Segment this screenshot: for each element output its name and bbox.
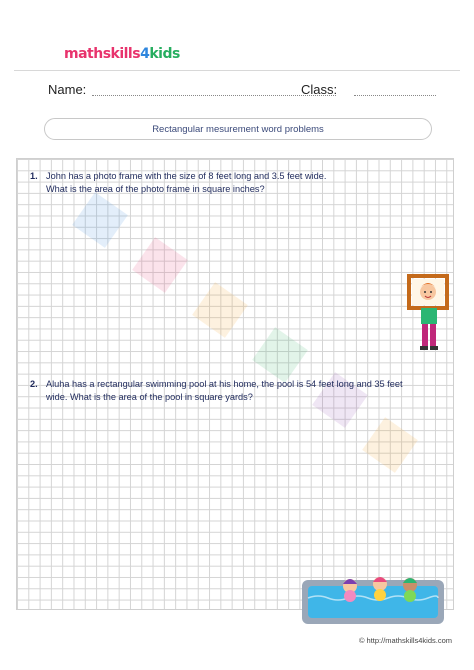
- logo-text: [64, 46, 180, 62]
- question-number: 2.: [30, 379, 38, 389]
- logo: [64, 44, 180, 64]
- name-field[interactable]: [92, 95, 336, 96]
- watermark-logo-icon: [70, 190, 430, 490]
- class-field[interactable]: [354, 95, 436, 96]
- worksheet-title: Rectangular mesurement word problems: [44, 118, 432, 140]
- question-line: What is the area of the photo frame in square inches?: [46, 184, 265, 194]
- logo-part-kids: kids: [149, 46, 180, 62]
- question-number: 1.: [30, 171, 38, 181]
- question-line: John has a photo frame with the size of 8 feet long and 3.5 feet wide.: [46, 171, 327, 181]
- logo-part-4: 4: [140, 46, 150, 62]
- logo-part-mathskills: mathskills: [64, 46, 141, 62]
- question-line: wide. What is the area of the pool in square yards?: [46, 392, 253, 402]
- boy-with-frame-illustration: [406, 272, 452, 354]
- name-class-row: [48, 82, 434, 102]
- footer-copyright[interactable]: © http://mathskills4kids.com: [358, 636, 452, 645]
- question-line: Aluha has a rectangular swimming pool at his home, the pool is 54 feet long and 35 feet: [46, 379, 403, 389]
- question-text: [46, 170, 326, 196]
- name-label: Name:: [48, 82, 87, 97]
- question-text: [46, 378, 403, 404]
- header-divider: [14, 70, 460, 71]
- swimming-pool-illustration: [298, 554, 448, 630]
- class-label: Class:: [301, 82, 338, 97]
